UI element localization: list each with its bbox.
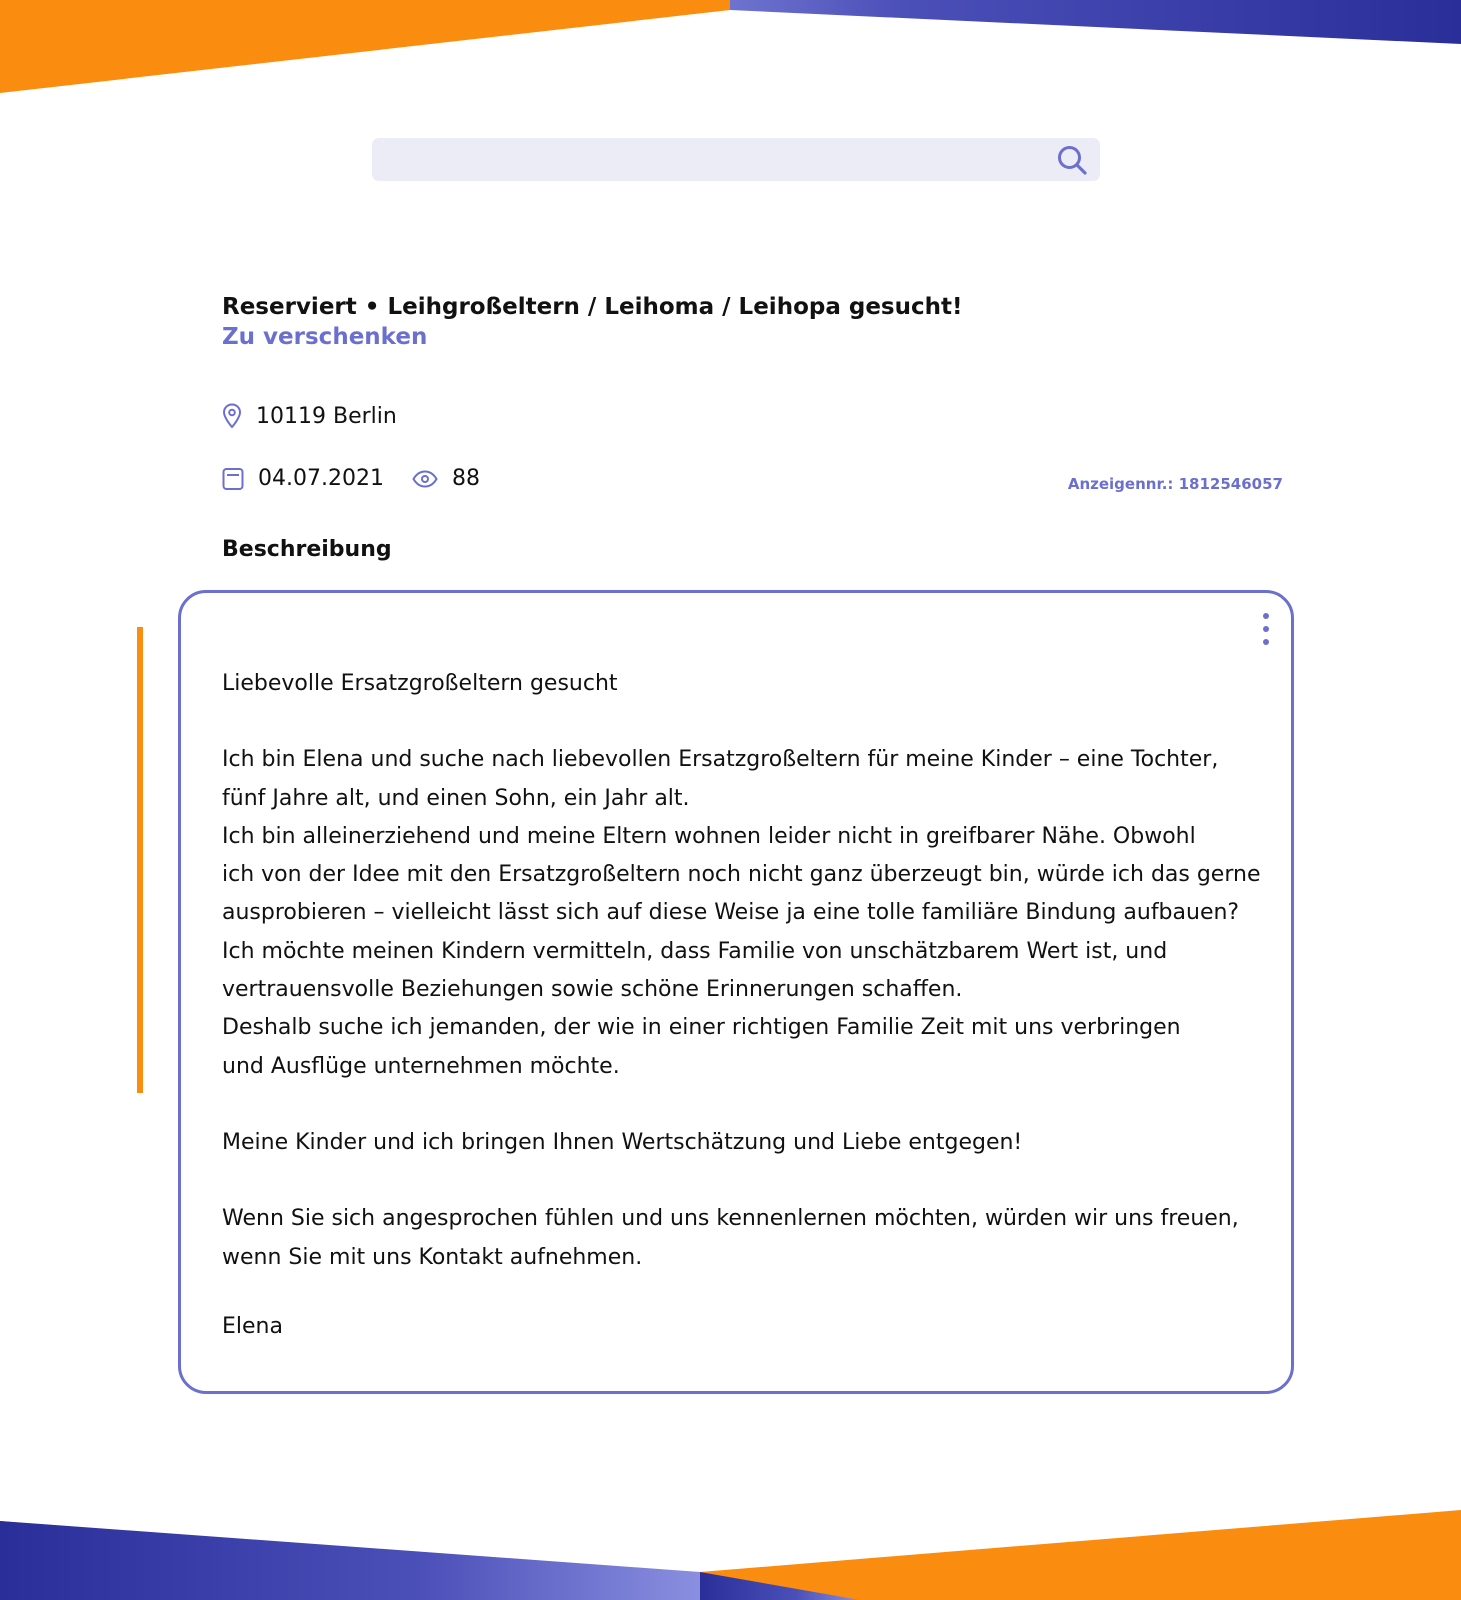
search-icon[interactable] bbox=[1044, 138, 1100, 181]
description-line: ich von der Idee mit den Ersatzgroßeltern noch nicht ganz überzeugt bin, würde ich das gerne bbox=[222, 862, 1261, 888]
listing-title: Reserviert • Leihgroßeltern / Leihoma / Leihopa gesucht! bbox=[222, 294, 963, 320]
top-decoration bbox=[0, 0, 1461, 100]
date-row bbox=[222, 466, 384, 491]
location-row bbox=[222, 403, 397, 429]
calendar-icon bbox=[222, 467, 244, 491]
description-signature: Elena bbox=[222, 1313, 283, 1339]
location-pin-icon bbox=[222, 403, 242, 429]
search-bar bbox=[372, 138, 1100, 181]
description-line: vertrauensvolle Beziehungen sowie schöne Erinnerungen schaffen. bbox=[222, 977, 963, 1003]
description-line: Liebevolle Ersatzgroßeltern gesucht bbox=[222, 671, 618, 696]
description-line: Deshalb suche ich jemanden, der wie in einer richtigen Familie Zeit mit uns verbringen bbox=[222, 1015, 1181, 1041]
description-card bbox=[178, 590, 1294, 1394]
accent-bar bbox=[137, 627, 143, 1093]
description-line: Ich bin alleinerziehend und meine Eltern wohnen leider nicht in greifbarer Nähe. Obwohl bbox=[222, 823, 1196, 849]
ad-number: Anzeigennr.: 1812546057 bbox=[1067, 475, 1283, 493]
date-text: 04.07.2021 bbox=[258, 466, 384, 491]
views-row bbox=[412, 466, 480, 491]
listing-price: Zu verschenken bbox=[222, 324, 428, 350]
description-line: ausprobieren – vielleicht lässt sich auf diese Weise ja eine tolle familiäre Bindung aufbauen? bbox=[222, 900, 1240, 926]
description-line: wenn Sie mit uns Kontakt aufnehmen. bbox=[222, 1244, 643, 1270]
more-options-icon[interactable] bbox=[1259, 613, 1273, 645]
views-count: 88 bbox=[452, 466, 480, 491]
description-text bbox=[222, 665, 1272, 1346]
description-line: Ich möchte meinen Kindern vermitteln, dass Familie von unschätzbarem Wert ist, und bbox=[222, 938, 1168, 964]
eye-icon bbox=[412, 470, 438, 488]
description-heading: Beschreibung bbox=[222, 537, 392, 562]
location-text: 10119 Berlin bbox=[256, 403, 397, 429]
description-line: Wenn Sie sich angesprochen fühlen und uns kennenlernen möchten, würden wir uns freuen, bbox=[222, 1206, 1239, 1232]
bottom-decoration bbox=[0, 1500, 1461, 1600]
description-line: fünf Jahre alt, und einen Sohn, ein Jahr alt. bbox=[222, 785, 690, 811]
description-line: und Ausflüge unternehmen möchte. bbox=[222, 1053, 620, 1079]
search-input[interactable] bbox=[372, 138, 1044, 181]
description-line: Ich bin Elena und suche nach liebevollen Ersatzgroßeltern für meine Kinder – eine Tochter, bbox=[222, 747, 1219, 773]
description-line: Meine Kinder und ich bringen Ihnen Wertschätzung und Liebe entgegen! bbox=[222, 1129, 1023, 1155]
